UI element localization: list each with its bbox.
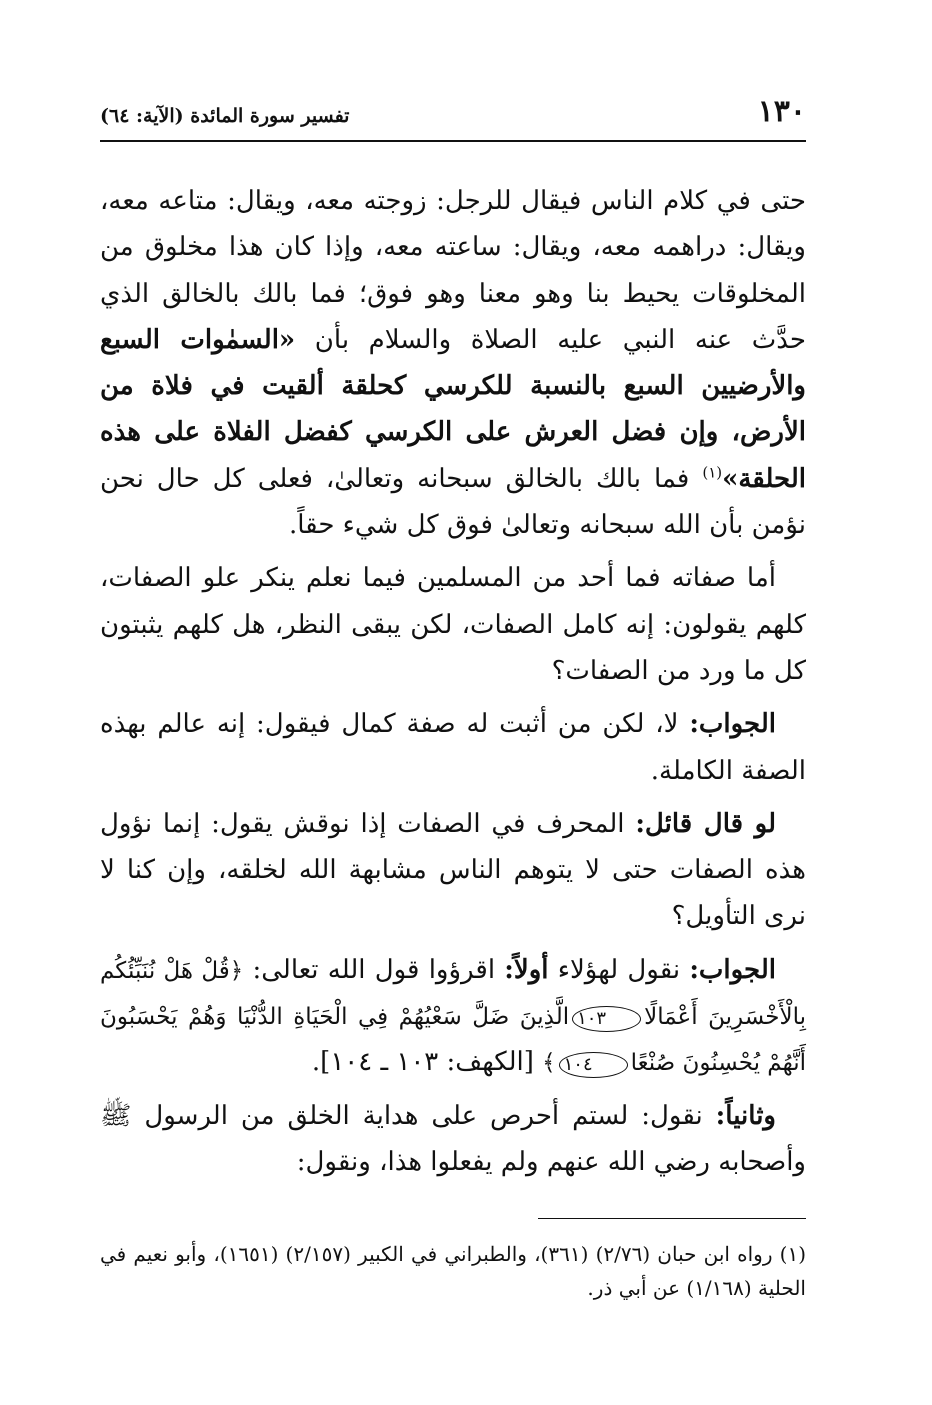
page-number: ١٣٠: [757, 94, 806, 129]
paragraph-4-text: المحرف في الصفات إذا نوقش يقول: إنما نؤول هذه الصفات حتى لا يتوهم الناس مشابهة الله لخلقه، وإن كنا لا نرى التأويل؟: [100, 808, 806, 932]
objection-label: لو قال قائل:: [635, 808, 776, 839]
quran-close-bracket: ﴾: [542, 1050, 556, 1077]
footnote-area: [100, 1218, 806, 1305]
verse-reference: [الكهف: ١٠٣ ـ ١٠٤].: [311, 1047, 543, 1078]
paragraph-2-text: أما صفاته فما أحد من المسلمين فيما نعلم ينكر علو الصفات، كلهم يقولون: إنه كامل الصفات، لكن يبقى النظر، هل كلهم يثبتون كل ما ورد من الصفات؟: [100, 563, 806, 686]
answer-label: الجواب:: [689, 709, 776, 740]
quran-verse-104: الَّذِينَ ضَلَّ سَعْيُهُمْ فِي الْحَيَاةِ الدُّنْيَا وَهُمْ يَحْسَبُونَ أَنَّهُمْ يُحْسِنُونَ صُنْعًا: [100, 1004, 806, 1077]
header-divider: [100, 140, 806, 142]
firstly-label: أولاً:: [504, 954, 549, 985]
footnote-1: (١) رواه ابن حبان (٢/٧٦) (٣٦١)، والطبراني في الكبير (٢/١٥٧) (١٦٥١)، وأبو نعيم في الحلية (١/١٦٨) عن أبي ذر.: [100, 1242, 807, 1300]
paragraph-3-text: لا، لكن من أثبت له صفة كمال فيقول: إنه عالم بهذه الصفة الكاملة.: [100, 709, 806, 786]
book-page: [100, 92, 806, 1192]
header-title: تفسير سورة المائدة (الآية: ٦٤): [100, 105, 350, 127]
hadith-quote: «السمٰوات السبع والأرضيين السبع بالنسبة للكرسي كحلقة ألقيت في فلاة من الأرض، وإن فضل العرش على الكرسي كفضل الفلاة على هذه الحلقة»: [100, 324, 807, 494]
paragraph-4: [100, 801, 806, 940]
ayah-number-104: ١٠٤: [559, 1052, 628, 1078]
paragraph-1-text-b: فما بالك بالخالق سبحانه وتعالىٰ، فعلى كل حال نحن نؤمن بأن الله سبحانه وتعالىٰ فوق كل شيء حقاً.: [100, 463, 806, 541]
footnote-reference: (١): [702, 463, 723, 482]
paragraph-5: [100, 947, 806, 1086]
paragraph-5-text-b: اقرؤوا قول الله تعالى:: [243, 954, 505, 985]
running-header: [100, 92, 806, 142]
paragraph-1: [100, 178, 806, 548]
paragraph-3: [100, 701, 806, 794]
paragraph-6-text: نقول: لستم أحرص على هداية الخلق من الرسول ﷺ وأصحابه رضي الله عنهم ولم يفعلوا هذا، ونقول:: [100, 1100, 806, 1177]
paragraph-6: [100, 1093, 806, 1186]
paragraph-5-text-a: نقول لهؤلاء: [548, 954, 690, 985]
quran-verse-103: ﴿قُلْ هَلْ نُنَبِّئُكُم بِالْأَخْسَرِينَ أَعْمَالًا: [100, 957, 806, 1031]
secondly-label: وثانياً:: [715, 1100, 776, 1131]
answer-label-2: الجواب:: [689, 954, 776, 985]
paragraph-1-text-a: حتى في كلام الناس فيقال للرجل: زوجته معه، ويقال: متاعه معه، ويقال: دراهمه معه، ويقال: ساعته معه، وإذا كان هذا مخلوق من المخلوقات يحيط بنا وهو معنا وهو فوق؛ فما بالك بالخالق الذي حدَّث عنه النبي عليه الصلاة والسلام بأن: [100, 186, 806, 355]
ayah-number-103: ١٠٣: [572, 1006, 641, 1032]
paragraph-2: [100, 555, 806, 694]
footnote-divider: [538, 1218, 806, 1219]
body-text: [100, 178, 806, 1185]
